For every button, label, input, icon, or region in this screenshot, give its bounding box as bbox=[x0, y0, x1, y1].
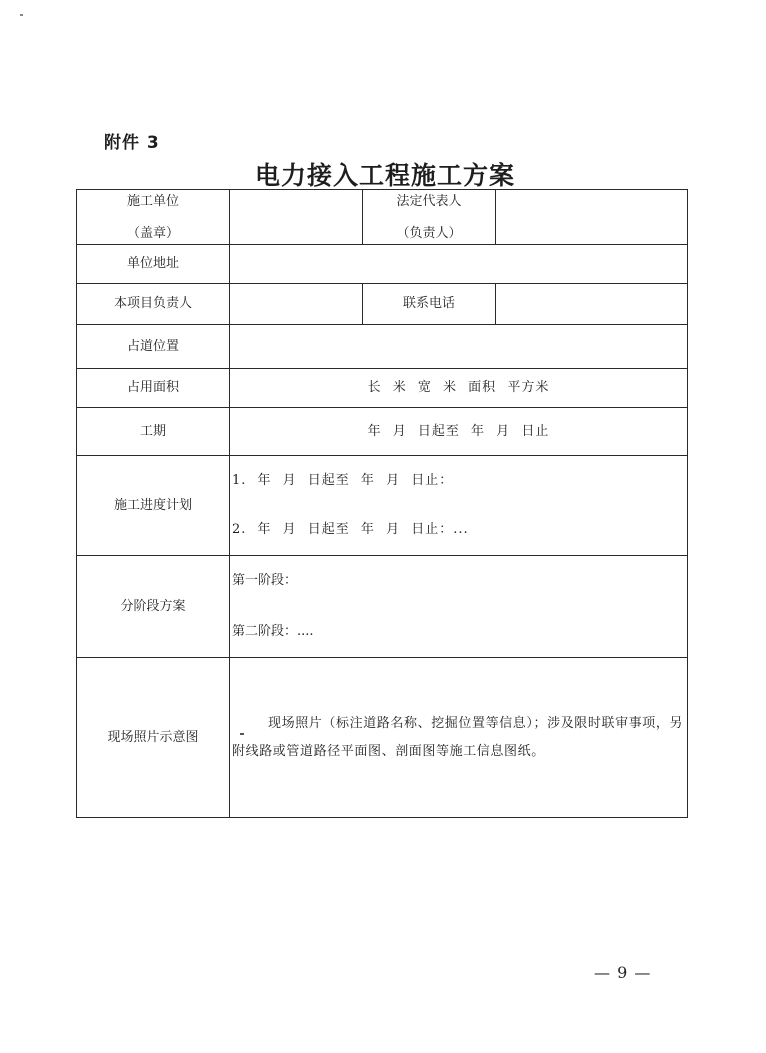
schedule-value[interactable] bbox=[230, 456, 688, 556]
phase-line-2: 第二阶段：.... bbox=[232, 623, 314, 639]
period-value[interactable]: 年 月 日起至 年 月 日止 bbox=[230, 408, 688, 456]
photos-instructions: 现场照片（标注道路名称、挖掘位置等信息）；涉及限时联审事项，另附线路或管道路径平面图、剖面图等施工信息图纸。 bbox=[232, 716, 684, 759]
scan-speck bbox=[20, 14, 23, 16]
address-value-field[interactable] bbox=[230, 245, 688, 284]
phases-label: 分阶段方案 bbox=[77, 556, 230, 658]
cell-rep-label bbox=[363, 190, 496, 245]
stamp-note: （盖章） bbox=[126, 226, 179, 242]
row-construction-unit bbox=[77, 190, 688, 245]
row-address bbox=[77, 245, 688, 284]
legal-rep-value-field[interactable] bbox=[496, 190, 688, 245]
row-schedule bbox=[77, 456, 688, 556]
schedule-label: 施工进度计划 bbox=[77, 456, 230, 556]
schedule-line-1: 1. 年 月 日起至 年 月 日止： bbox=[232, 472, 454, 488]
row-period bbox=[77, 408, 688, 456]
row-photos bbox=[77, 658, 688, 818]
unit-label: 施工单位 bbox=[126, 194, 179, 209]
document-title: 电力接入工程施工方案 bbox=[254, 161, 515, 190]
row-manager bbox=[77, 284, 688, 325]
row-location bbox=[77, 325, 688, 369]
row-phases bbox=[77, 556, 688, 658]
location-label: 占道位置 bbox=[77, 325, 230, 369]
phase-line-1: 第一阶段： bbox=[232, 573, 298, 589]
photos-label: 现场照片示意图 bbox=[77, 658, 230, 818]
responsible-note: （负责人） bbox=[396, 226, 462, 242]
phases-value[interactable] bbox=[230, 556, 688, 658]
address-label: 单位地址 bbox=[77, 245, 230, 284]
legal-rep-label: 法定代表人 bbox=[396, 194, 462, 209]
phone-value-field[interactable] bbox=[496, 284, 688, 325]
area-value[interactable]: 长 米 宽 米 面积 平方米 bbox=[230, 369, 688, 408]
cell-unit-label bbox=[77, 190, 230, 245]
phone-label: 联系电话 bbox=[363, 284, 496, 325]
attachment-label: 附件 3 bbox=[104, 133, 160, 153]
page-number: — 9 — bbox=[594, 963, 652, 982]
photos-value[interactable] bbox=[230, 658, 688, 818]
area-label: 占用面积 bbox=[77, 369, 230, 408]
schedule-line-2: 2. 年 月 日起至 年 月 日止：... bbox=[232, 522, 469, 538]
location-value-field[interactable] bbox=[230, 325, 688, 369]
unit-value-field[interactable] bbox=[230, 190, 363, 245]
construction-plan-form bbox=[76, 189, 688, 818]
manager-label: 本项目负责人 bbox=[77, 284, 230, 325]
period-label: 工期 bbox=[77, 408, 230, 456]
row-area bbox=[77, 369, 688, 408]
manager-value-field[interactable] bbox=[230, 284, 363, 325]
